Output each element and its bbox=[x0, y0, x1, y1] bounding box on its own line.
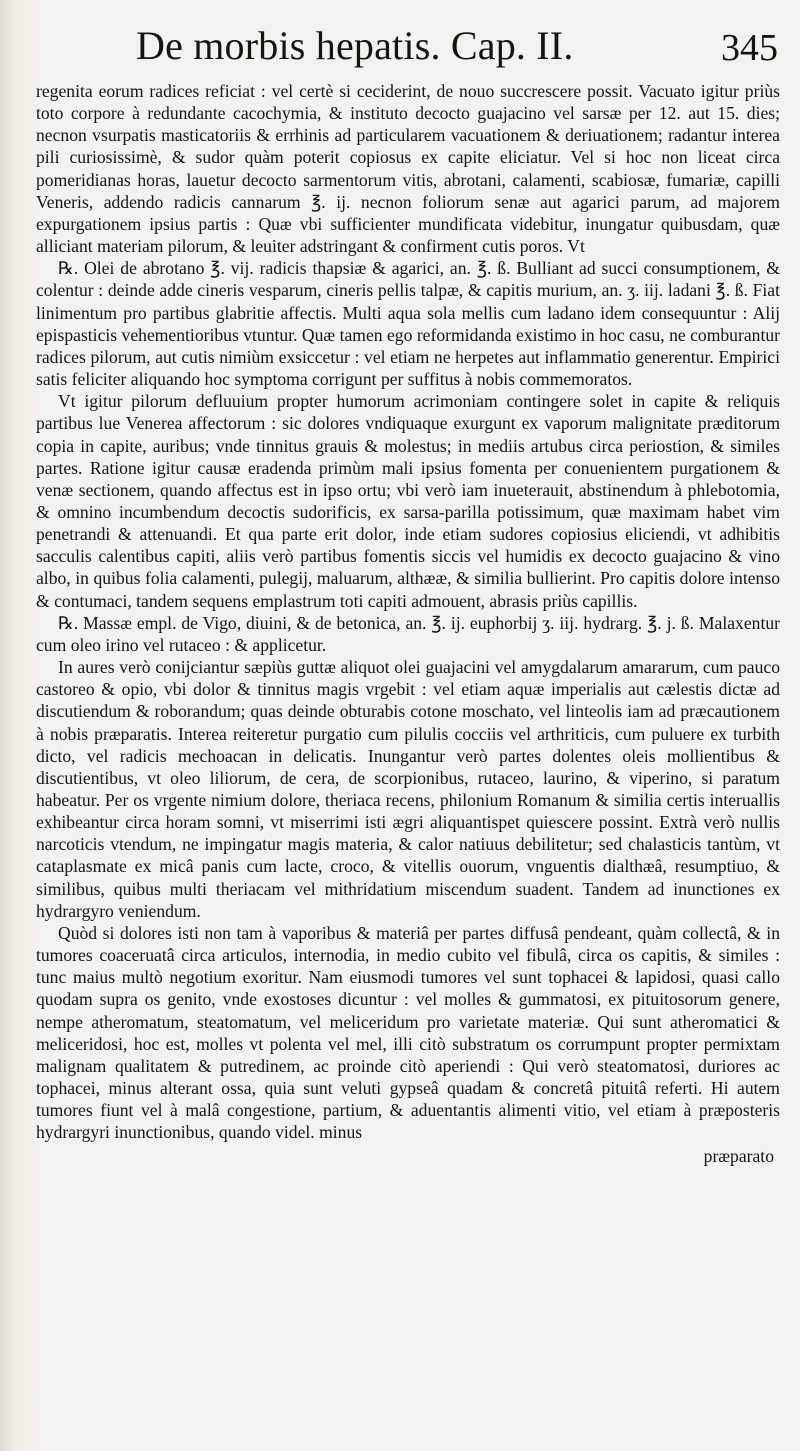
paragraph: In aures verò conijciantur sæpiùs guttæ aliquot olei guajacini vel amygdalarum amararum, cum pauco castoreo & opio, vbi dolor & tinnitus magis vrgebit : vel etiam aquæ imperialis aut cælestis dictæ ad discutiendum & roborandum; quas deinde obturabis cotone moschato, vel linteolis iam ad præcautionem à nobis præparatis. Interea reiteretur purgatio cum pilulis cocciis vel arthriticis, cum puluere ex turbith dicto, vel radicis mechoacan in delicatis. Inungantur verò partes dolentes oleis mollientibus & discutientibus, vt oleo liliorum, de cera, de scorpionibus, rutaceo, laurino, & viperino, si paratum habeatur. Per os vrgente nimium dolore, theriaca recens, philonium Romanum & similia certis interuallis exhibeantur circa horam somni, vt miserrimi isti ægri aliquantispet quiescere possint. Extrà verò nullis narcoticis vtendum, ne impingatur magis materia, & calor natiuus debilitetur; sed chalasticis tantùm, vt cataplasmate ex micâ panis cum lacte, croco, & vitellis ouorum, vnguentis dialthæâ, resumptiuo, & similibus, quibus multi theriacam vel mithridatium miscendum suadent. Tandem ad inunctiones ex hydrargyro veniendum. bbox=[36, 657, 780, 921]
recipe-paragraph: ℞. Massæ empl. de Vigo, diuini, & de betonica, an. ℥. ij. euphorbij ʒ. iij. hydrarg. ℥. j. ß. Malaxentur cum oleo irino vel rutaceo : & applicetur. bbox=[36, 612, 780, 655]
page-header bbox=[36, 18, 780, 80]
body-text bbox=[36, 80, 780, 1144]
running-title: De morbis hepatis. Cap. II. bbox=[136, 23, 574, 68]
recipe-paragraph: ℞. Olei de abrotano ℥. vij. radicis thapsiæ & agarici, an. ℥. ß. Bulliant ad succi consumptionem, & colentur : deinde adde cineris vesparum, cineris pellis talpæ, & capitis murium, an. ʒ. iij. ladani ℥. ß. Fiat linimentum pro partibus glabritie affectis. Multi aqua sola mellis cum ladano idem consequuntur : Alij epispasticis vehementioribus vtuntur. Quæ tamen ego reformidanda existimo in hoc casu, ne comburantur radices pilorum, aut cutis nimiùm exsiccetur : vel etiam ne herpetes aut inflammatio generentur. Empirici satis feliciter aliquando hoc symptoma corrigunt per suffitus à nobis commemoratos. bbox=[36, 258, 780, 390]
paragraph: regenita eorum radices reficiat : vel certè si ceciderint, de nouo succrescere possit. Vacuato igitur priùs toto corpore à redundante cacochymia, & instituto decocto guajacino vel sarsæ per 12. aut 15. dies; necnon vsurpatis masticatoriis & errhinis ad particularem vacuationem & deriuationem; radantur interea pili curiosissimè, & sudor quàm poterit copiosus ex capite eliciatur. Vel si hoc non liceat circa pomeridianas horas, lauetur decocto sarmentorum vitis, abrotani, calamenti, scabiosæ, fumariæ, capilli Veneris, addendo radicis cannarum ℥. ij. necnon foliorum senæ aut agarici parum, ad majorem expurgationem ipsius partis : Quæ vbi sufficienter mundificata videbitur, inungatur quibusdam, quæ alliciant materiam pilorum, & leuiter adstringant & confirment cutis poros. Vt bbox=[36, 81, 780, 257]
paragraph: Vt igitur pilorum defluuium propter humorum acrimoniam contingere solet in capite & reliquis partibus lue Venerea affectorum : sic dolores vndiquaque exurgunt ex vaporum malignitate præditorum copia in capite, auribus; vnde tinnitus grauis & molestus; in mediis artubus circa periostion, & similes partes. Ratione igitur causæ eradenda primùm mali ipsius fomenta per conuenientem purgationem & venæ sectionem, quando affectus est in ipso ortu; vbi verò iam inueterauit, abstinendum à phlebotomia, & omnino incumbendum decoctis sudorificis, ex sarsa-parilla potissimum, quæ maximam habet vim penetrandi & attenuandi. Et qua parte erit dolor, inde etiam sudores copiosius eliciendi, vt adhibitis sacculis calentibus capiti, aliis verò partibus fomentis siccis vel humidis ex decocto guajacino & vino albo, in quibus folia calamenti, pulegij, maluarum, althææ, & similia bullierint. Pro capitis dolore intenso & contumaci, tandem sequens emplastrum toti capiti admouent, abrasis priùs capillis. bbox=[36, 391, 780, 611]
paragraph: Quòd si dolores isti non tam à vaporibus & materiâ per partes diffusâ pendeant, quàm collectâ, & in tumores coaceruatâ circa articulos, internodia, in medio cubito vel fibulâ, circa os capitis, & similes : tunc maius multò negotium exoritur. Nam eiusmodi tumores vel sunt tophacei & lapidosi, quasi callo quodam supra os genito, vnde exostoses dicuntur : vel molles & gummatosi, ex pituitosorum genere, nempe atheromatum, steatomatum, vel meliceridum pro varietate materiæ. Qui sunt atheromatici & meliceridosi, hoc est, molles vt polenta vel mel, illi citò substratum os corrumpunt propter permixtam malignam qualitatem & putredinem, ac proinde citò aperiendi : Qui verò steatomatosi, duriores ac tophacei, minus alterant ossa, quia sunt veluti gypseâ quadam & concretâ pituitâ referti. Hi autem tumores fiunt vel à malâ congestione, partium, & aduentantis alimenti vitio, vel etiam à præposteris hydrargyri inunctionibus, quando videl. minus bbox=[36, 922, 780, 1143]
page-number: 345 bbox=[721, 27, 778, 69]
catchword: præparato bbox=[703, 1145, 774, 1166]
